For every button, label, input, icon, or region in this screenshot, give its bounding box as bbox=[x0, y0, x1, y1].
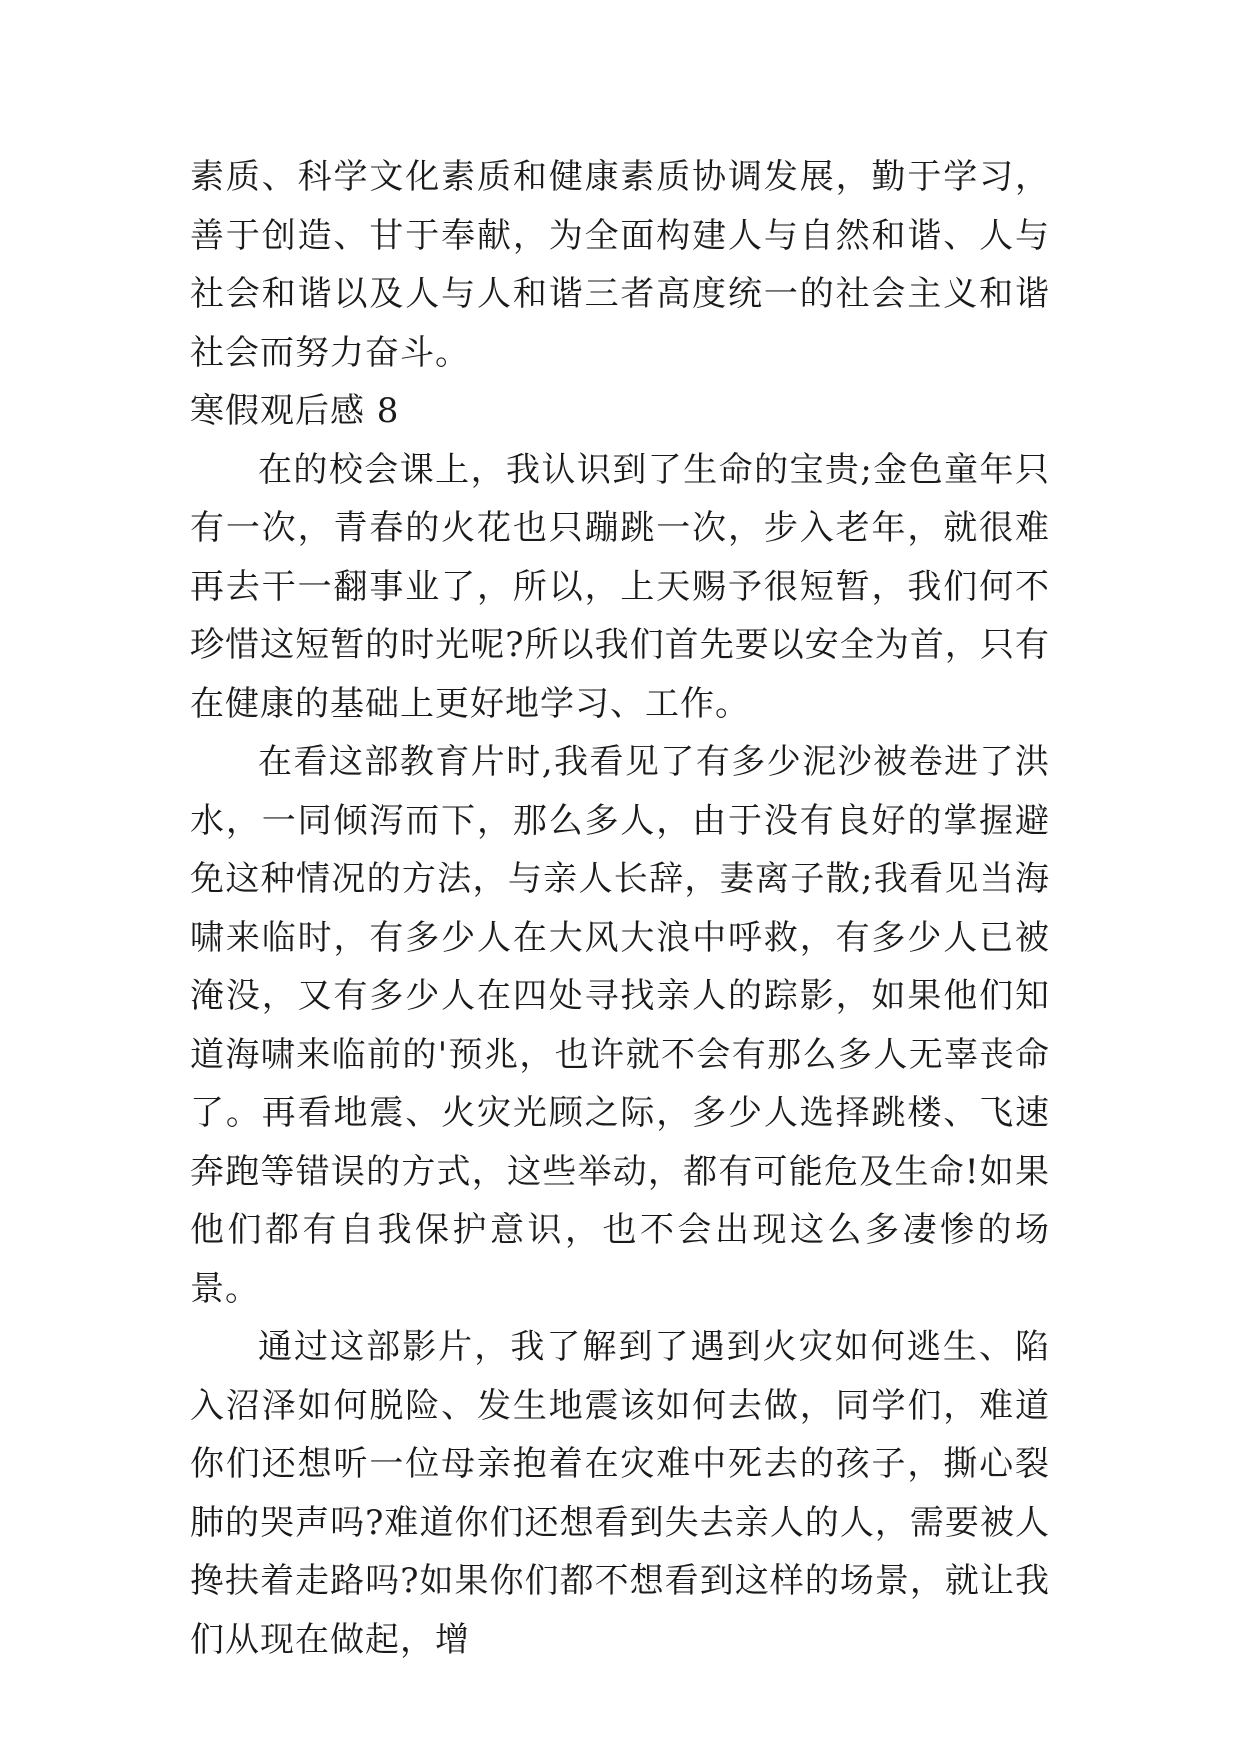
paragraph-1: 在的校会课上，我认识到了生命的宝贵;金色童年只有一次，青春的火花也只蹦跳一次，步入老年，就很难再去干一翻事业了，所以，上天赐予很短暂，我们何不珍惜这短暂的时光呢?所以我们首先要以安全为首，只有在健康的基础上更好地学习、工作。 bbox=[190, 449, 1050, 724]
paragraph-3: 通过这部影片，我了解到了遇到火灾如何逃生、陷入沼泽如何脱险、发生地震该如何去做，同学们，难道你们还想听一位母亲抱着在灾难中死去的孩子，撕心裂肺的哭声吗?难道你们还想看到失去亲人的人，需要被人搀扶着走路吗?如果你们都不想看到这样的场景，就让我们从现在做起，增 bbox=[190, 1327, 1050, 1660]
document-body bbox=[190, 148, 1050, 1669]
section-heading: 寒假观后感 8 bbox=[190, 391, 400, 431]
paragraph-2: 在看这部教育片时,我看见了有多少泥沙被卷进了洪水，一同倾泻而下，那么多人，由于没有良好的掌握避免这种情况的方法，与亲人长辞，妻离子散;我看见当海啸来临时，有多少人在大风大浪中呼救，有多少人已被淹没，又有多少人在四处寻找亲人的踪影，如果他们知道海啸来临前的'预兆，也许就不会有那么多人无辜丧命了。再看地震、火灾光顾之际，多少人选择跳楼、飞速奔跑等错误的方式，这些举动，都有可能危及生命!如果他们都有自我保护意识，也不会出现这么多凄惨的场景。 bbox=[190, 742, 1050, 1309]
paragraph-continuation: 素质、科学文化素质和健康素质协调发展，勤于学习，善于创造、甘于奉献，为全面构建人与自然和谐、人与社会和谐以及人与人和谐三者高度统一的社会主义和谐社会而努力奋斗。 bbox=[190, 157, 1050, 373]
